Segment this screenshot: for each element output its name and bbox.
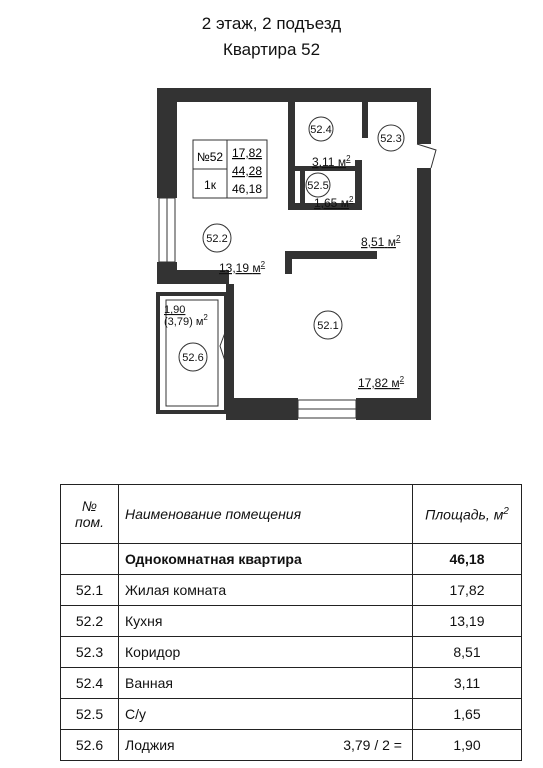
area-label-52-1: 17,82 $м^2$ xyxy=(358,375,405,390)
table-header-row xyxy=(61,485,522,544)
wall-room-top xyxy=(285,251,377,259)
area-label-52-3: 8,51 $м^2$ xyxy=(361,234,401,249)
wall-left-upper xyxy=(157,88,177,198)
total-area: 46,18 xyxy=(413,544,522,575)
wall-top xyxy=(157,88,431,102)
svg-text:52.2: 52.2 xyxy=(206,233,228,245)
area-label-52-2: 13,19 $м^2$ xyxy=(219,260,266,275)
info-area-no-loggia: 44,28 xyxy=(231,164,263,178)
wall-bath-left xyxy=(288,102,295,210)
wall-corridor-stub xyxy=(362,102,368,138)
wall-bottom-right xyxy=(356,398,431,420)
header-area: Площадь, $м^2$ xyxy=(413,485,522,544)
info-area-total: 46,18 xyxy=(231,182,263,196)
area-label-52-4: 3,11 $м^2$ xyxy=(312,154,351,169)
area-label-52-6: 1,90 xyxy=(164,304,186,316)
svg-text:52.1: 52.1 xyxy=(317,320,339,332)
table-row: 52.5 С/у 1,65 xyxy=(61,699,522,730)
info-box xyxy=(193,140,267,198)
wall-left-mid xyxy=(157,262,177,284)
area-label-52-5: 1,65 $м^2$ xyxy=(314,195,354,210)
entry-door-icon xyxy=(417,144,436,168)
room-marker-52-3 xyxy=(378,125,404,151)
area-label-52-6-full: (3,79) $м^2$ xyxy=(164,313,208,328)
room-marker-52-1 xyxy=(314,311,342,339)
info-apt-type: 1к xyxy=(204,178,216,192)
rooms-table xyxy=(60,484,522,761)
table-row: 52.2 Кухня 13,19 xyxy=(61,606,522,637)
header-name: Наименование помещения xyxy=(119,485,413,544)
floor-entrance-title: 2 этаж, 2 подъезд xyxy=(201,14,342,33)
room-marker-52-5 xyxy=(306,173,330,197)
windows xyxy=(159,198,356,418)
wall-bottom-left xyxy=(226,398,298,420)
wall-wc-inner xyxy=(300,171,305,203)
apartment-title: Квартира 52 xyxy=(222,40,321,59)
svg-text:52.5: 52.5 xyxy=(307,180,329,192)
wall-right-lower xyxy=(417,168,431,420)
info-area-living: 17,82 xyxy=(231,146,263,160)
svg-text:52.3: 52.3 xyxy=(380,133,402,145)
total-name: Однокомнатная квартира xyxy=(119,544,413,575)
wall-right-upper xyxy=(417,88,431,144)
table-row: 52.4 Ванная 3,11 xyxy=(61,668,522,699)
table-row: 52.6 Лоджия 3,79 / 2 = 1,90 xyxy=(61,730,522,761)
header-no: № пом. xyxy=(61,485,119,544)
info-apt-no: №52 xyxy=(196,150,224,164)
room-marker-52-4 xyxy=(309,117,333,141)
room-marker-52-6 xyxy=(179,343,207,371)
svg-text:52.4: 52.4 xyxy=(310,124,332,136)
table-total-row xyxy=(61,544,522,575)
room-marker-52-2 xyxy=(203,224,231,252)
svg-text:52.6: 52.6 xyxy=(182,352,204,364)
table-row: 52.3 Коридор 8,51 xyxy=(61,637,522,668)
wall-room-stub xyxy=(285,251,292,274)
table-row: 52.1 Жилая комната 17,82 xyxy=(61,575,522,606)
